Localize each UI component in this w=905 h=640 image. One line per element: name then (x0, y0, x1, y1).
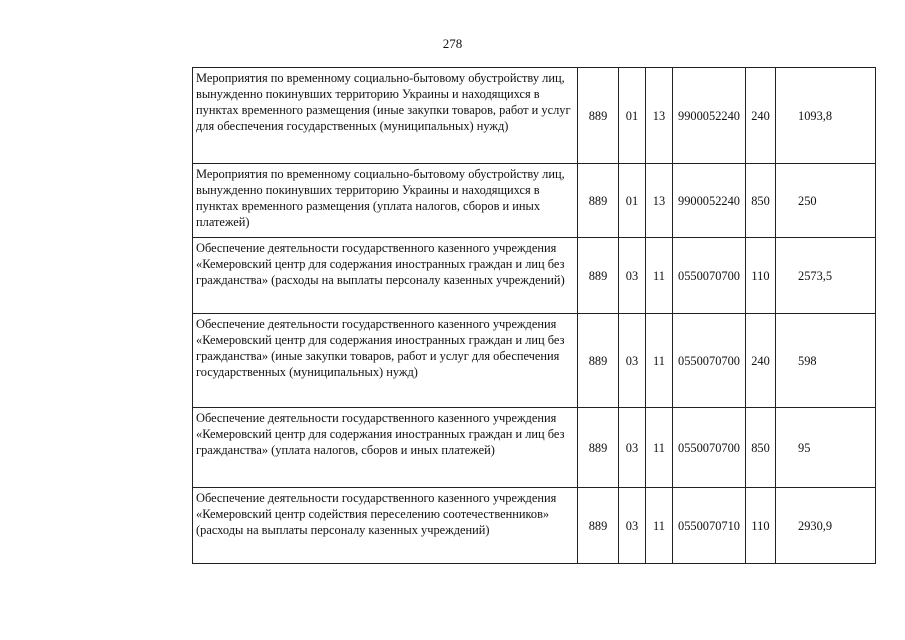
page-number: 278 (442, 36, 463, 51)
section-code: 03 (619, 488, 646, 564)
section-code: 01 (619, 68, 646, 164)
target-article-code: 0550070700 (673, 314, 746, 408)
budget-table (192, 67, 876, 564)
subsection-code: 11 (646, 314, 673, 408)
row-description: Мероприятия по временному социально-бытовому обустройству лиц, вынужденно покинувших территорию Украины и находящихся в пунктах временного размещения (уплата налогов, сборов и иных платежей) (193, 164, 578, 238)
section-code: 03 (619, 314, 646, 408)
target-article-code: 9900052240 (673, 68, 746, 164)
expense-type-code: 240 (746, 314, 776, 408)
amount: 250 (776, 164, 876, 238)
target-article-code: 0550070700 (673, 408, 746, 488)
subsection-code: 11 (646, 408, 673, 488)
ministry-code: 889 (578, 408, 619, 488)
ministry-code: 889 (578, 314, 619, 408)
row-description: Обеспечение деятельности государственного казенного учреждения «Кемеровский центр содействия переселению соотечественников» (расходы на выплаты персоналу казенных учреждений) (193, 488, 578, 564)
ministry-code: 889 (578, 488, 619, 564)
amount: 2573,5 (776, 238, 876, 314)
row-description: Мероприятия по временному социально-бытовому обустройству лиц, вынужденно покинувших территорию Украины и находящихся в пунктах временного размещения (иные закупки товаров, работ и услуг для обеспечения государственных (муниципальных) нужд) (193, 68, 578, 164)
table-row (193, 408, 876, 488)
section-code: 01 (619, 164, 646, 238)
target-article-code: 9900052240 (673, 164, 746, 238)
target-article-code: 0550070700 (673, 238, 746, 314)
table-row (193, 68, 876, 164)
expense-type-code: 240 (746, 68, 776, 164)
ministry-code: 889 (578, 164, 619, 238)
row-description: Обеспечение деятельности государственного казенного учреждения «Кемеровский центр для содержания иностранных граждан и лиц без гражданства» (иные закупки товаров, работ и услуг для обеспечения государственных (муниципальных) нужд) (193, 314, 578, 408)
row-description: Обеспечение деятельности государственного казенного учреждения «Кемеровский центр для содержания иностранных граждан и лиц без гражданства» (уплата налогов, сборов и иных платежей) (193, 408, 578, 488)
expense-type-code: 110 (746, 488, 776, 564)
table-row (193, 164, 876, 238)
expense-type-code: 850 (746, 164, 776, 238)
ministry-code: 889 (578, 68, 619, 164)
amount: 1093,8 (776, 68, 876, 164)
table-row (193, 238, 876, 314)
amount: 598 (776, 314, 876, 408)
ministry-code: 889 (578, 238, 619, 314)
subsection-code: 13 (646, 68, 673, 164)
amount: 2930,9 (776, 488, 876, 564)
amount: 95 (776, 408, 876, 488)
expense-type-code: 110 (746, 238, 776, 314)
subsection-code: 11 (646, 238, 673, 314)
target-article-code: 0550070710 (673, 488, 746, 564)
expense-type-code: 850 (746, 408, 776, 488)
table-row (193, 314, 876, 408)
subsection-code: 13 (646, 164, 673, 238)
section-code: 03 (619, 238, 646, 314)
row-description: Обеспечение деятельности государственного казенного учреждения «Кемеровский центр для содержания иностранных граждан и лиц без гражданства» (расходы на выплаты персоналу казенных учреждений) (193, 238, 578, 314)
section-code: 03 (619, 408, 646, 488)
subsection-code: 11 (646, 488, 673, 564)
table-row (193, 488, 876, 564)
